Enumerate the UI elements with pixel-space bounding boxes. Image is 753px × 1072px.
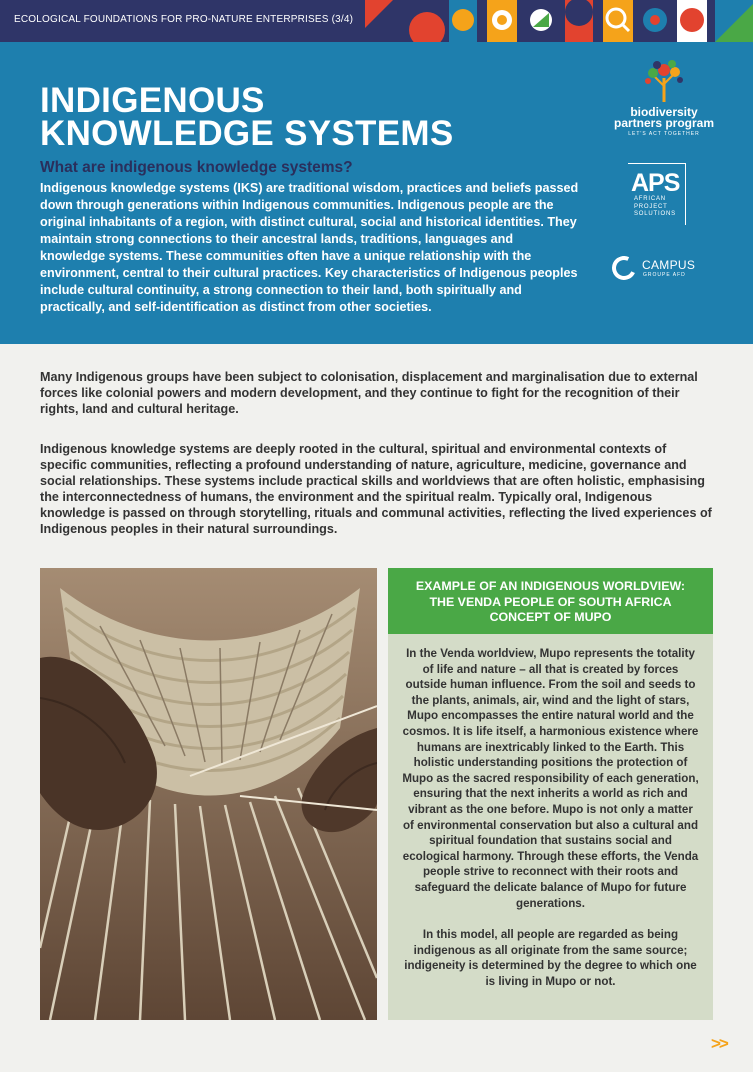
biodiversity-name-1: biodiversity [630, 105, 698, 119]
aps-fullname [634, 196, 676, 219]
basket-weaving-photo [40, 568, 377, 1020]
aps-line-3: SOLUTIONS [634, 211, 676, 217]
hero-section [0, 42, 753, 344]
example-box-heading [388, 568, 713, 634]
example-heading-line-1: EXAMPLE OF AN INDIGENOUS WORLDVIEW: [415, 579, 686, 593]
example-paragraph-1: In the Venda worldview, Mupo represents the totality of life and nature – all that is created by forces outside human influence. From the soil and seeds to the plants, animals, air, wind and the light of stars, Mupo encompasses the entire natural world and the cosmos. It is life itself, a harmonious existence where humans are inextricably linked to the Earth. This holistic understanding positions the protection of Mupo as the sacred responsibility of each generation, ensuring that the next inherits a world as rich and vibrant as the one before. Mupo is not only a matter of environmental conservation but also a cultural and spiritual foundation that sustains social and ecological harmony. Through these efforts, the Venda people strive to reconnect with their roots and safeguard the delicate balance of Mupo for future generations. [402, 647, 699, 910]
example-heading-line-2: THE VENDA PEOPLE OF SOUTH AFRICA [429, 594, 672, 609]
campus-ring-icon [609, 253, 640, 284]
title-line-2: KNOWLEDGE SYSTEMS [40, 114, 454, 153]
aps-logo [628, 163, 686, 225]
intro-paragraph: Indigenous knowledge systems (IKS) are traditional wisdom, practices and beliefs passed down through generations within Indigenous communities. Indigenous people are the original inhabitants of a region, with distinct cultural, social and historical identities. They maintain strong connections to their ancestral lands, traditions, languages and knowledge systems. These communities often have a unique relationship with the environment, central to their cultural practices. Key characteristics of Indigenous peoples include cultural continuity, a strong connection to their land, both spiritually and practically, and self-identification as distinct from other societies. [40, 181, 579, 314]
biodiversity-tagline: LET'S ACT TOGETHER [628, 131, 700, 137]
top-banner [0, 0, 753, 42]
series-label: ECOLOGICAL FOUNDATIONS FOR PRO-NATURE ENTERPRISES (3/4) [14, 14, 354, 25]
section-subhead: What are indigenous knowledge systems? [40, 159, 353, 176]
title-line-1: INDIGENOUS [40, 81, 265, 120]
example-heading-line-3: CONCEPT OF MUPO [489, 610, 612, 624]
campus-sub: GROUPE AFD [643, 272, 686, 278]
campus-name: CAMPUS [642, 258, 696, 272]
biodiversity-partners-logo [612, 60, 716, 137]
body-paragraph-1: Many Indigenous groups have been subject to colonisation, displacement and marginalisation due to external forces like colonial powers and modern development, and they continue to fight for the recognition of their rights, land and cultural heritage. [40, 370, 698, 416]
aps-line-2: PROJECT [634, 203, 668, 210]
example-box-body [402, 646, 699, 989]
body-paragraph-2: Indigenous knowledge systems are deeply rooted in the cultural, spiritual and environmental contexts of specific communities, reflecting a profound understanding of nature, agriculture, medicine, governance and social relationships. These systems include practical skills and worldviews that are often holistic, emphasising the interconnectedness of humans, the environment and the spiritual realm. Typically oral, Indigenous knowledge is passed on through storytelling, rituals and communal activities, reflecting the lived experiences of Indigenous peoples in their natural surroundings. [40, 442, 712, 536]
next-page-arrow[interactable]: >> [711, 1034, 727, 1053]
decorative-pattern [365, 0, 753, 42]
basket-weaving-illustration [40, 568, 377, 1020]
aps-line-1: AFRICAN [634, 196, 666, 202]
tree-icon [644, 60, 684, 102]
aps-wordmark: APS [631, 169, 680, 197]
example-box [388, 568, 713, 1020]
example-paragraph-2: In this model, all people are regarded as being indigenous as all originate from the same source; indigeneity is determined by the degree to which one is living in Mupo or not. [404, 928, 697, 988]
page-title [40, 81, 454, 153]
campus-logo [612, 256, 712, 282]
biodiversity-name-2: partners program [613, 116, 715, 130]
